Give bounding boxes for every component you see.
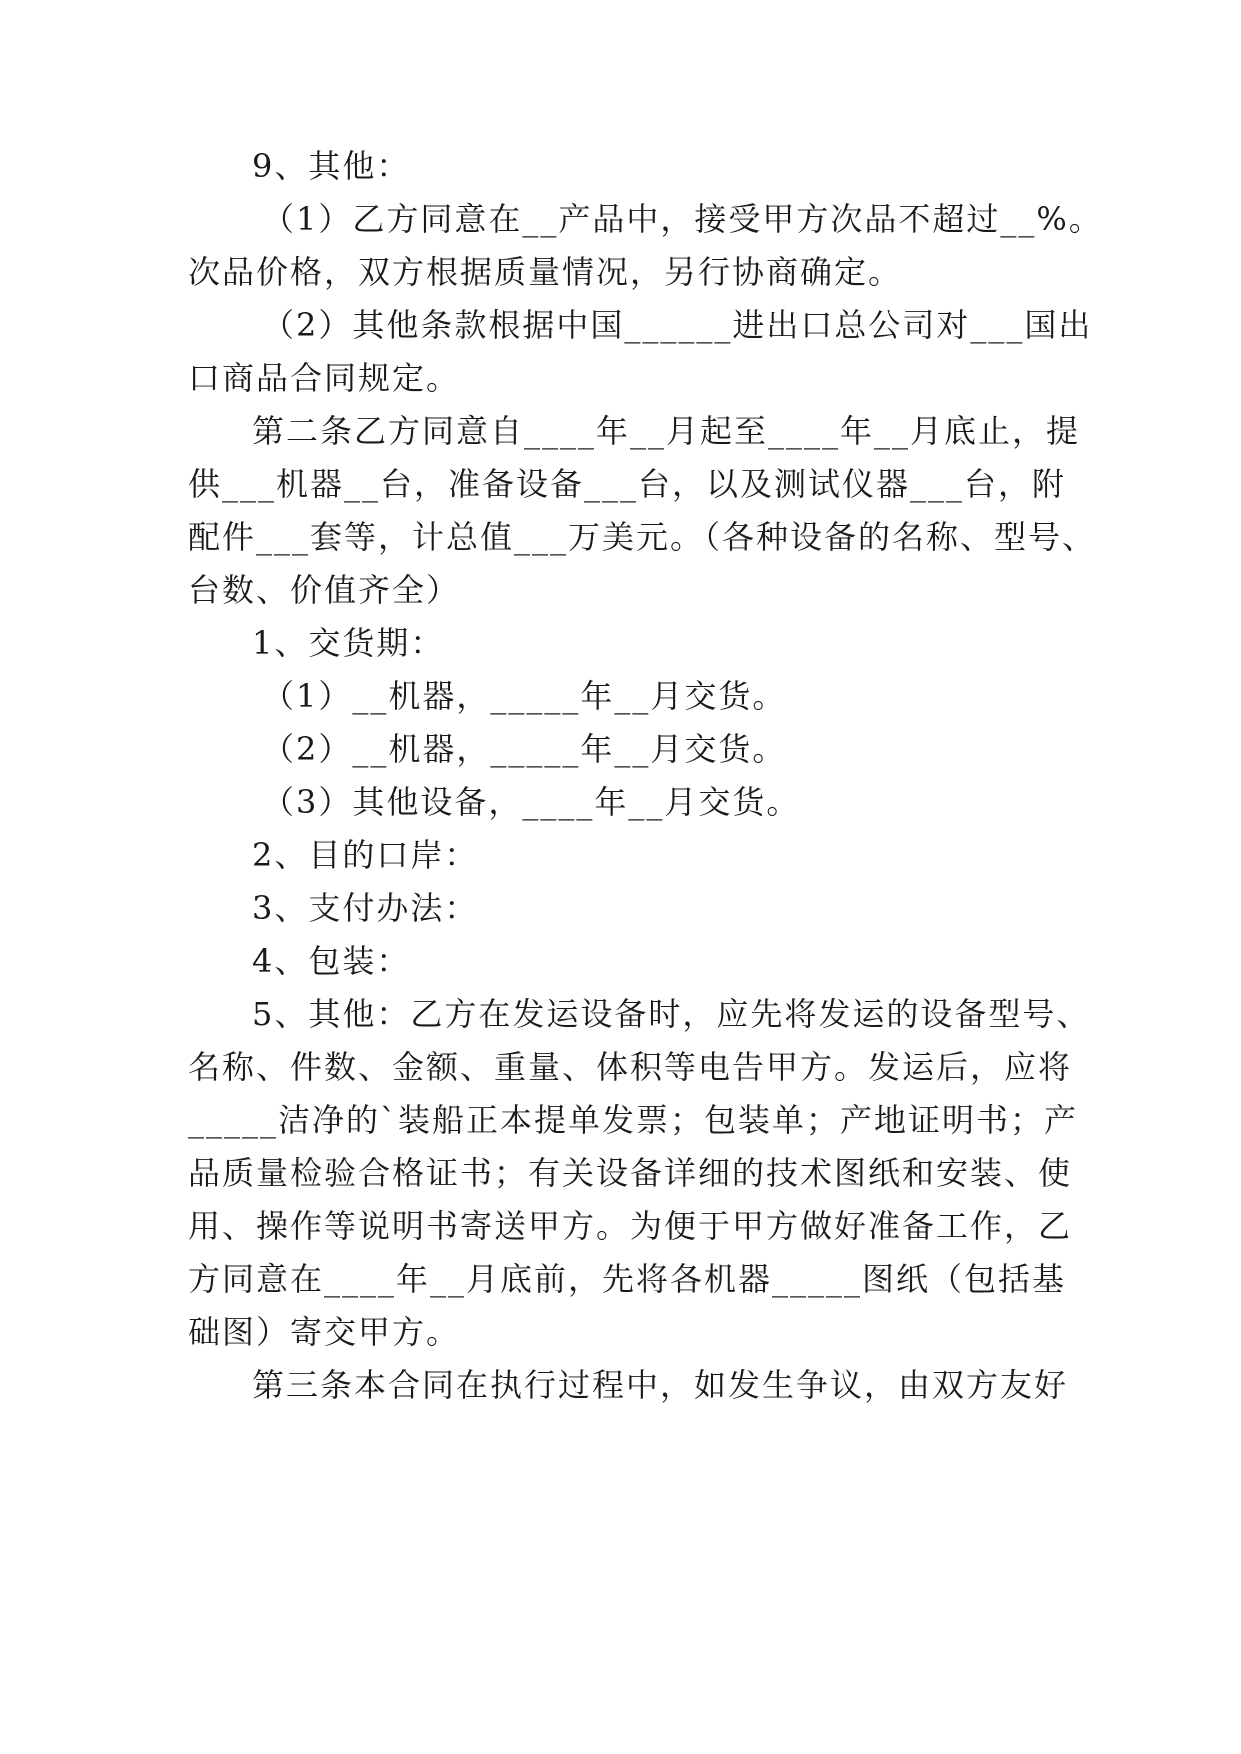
other-clause-cont-2: _____洁净的`装船正本提单发票；包装单；产地证明书；产 (188, 1101, 1079, 1139)
article-2-cont-1: 供___机器__台，准备设备___台，以及测试仪器___台，附 (188, 465, 1067, 503)
section-9-heading: 9、其他： (252, 147, 411, 185)
clause-9-2-cont: 口商品合同规定。 (188, 359, 461, 397)
article-2-cont-3: 台数、价值齐全） (188, 571, 461, 609)
article-3: 第三条本合同在执行过程中，如发生争议，由双方友好 (252, 1366, 1069, 1404)
destination-port: 2、目的口岸： (252, 836, 479, 874)
delivery-item-1: （1）__机器，_____年__月交货。 (262, 677, 787, 715)
clause-9-1-cont: 次品价格，双方根据质量情况，另行协商确定。 (188, 253, 903, 291)
other-clause: 5、其他：乙方在发运设备时，应先将发运的设备型号、 (252, 995, 1091, 1033)
other-clause-cont-4: 用、操作等说明书寄送甲方。为便于甲方做好准备工作，乙 (188, 1207, 1073, 1245)
delivery-item-3: （3）其他设备，____年__月交货。 (262, 783, 801, 821)
other-clause-cont-6: 础图）寄交甲方。 (188, 1313, 461, 1351)
other-clause-cont-3: 品质量检验合格证书；有关设备详细的技术图纸和安装、使 (188, 1154, 1073, 1192)
packaging: 4、包装： (252, 942, 411, 980)
clause-9-2: （2）其他条款根据中国______进出口总公司对___国出 (262, 306, 1093, 344)
article-2: 第二条乙方同意自____年__月起至____年__月底止，提 (252, 412, 1081, 450)
other-clause-cont-1: 名称、件数、金额、重量、体积等电告甲方。发运后，应将 (188, 1048, 1073, 1086)
delivery-heading: 1、交货期： (252, 624, 445, 662)
payment-method: 3、支付办法： (252, 889, 479, 927)
clause-9-1: （1）乙方同意在__产品中，接受甲方次品不超过__%。 (262, 200, 1103, 238)
other-clause-cont-5: 方同意在____年__月底前，先将各机器_____图纸（包括基 (188, 1260, 1067, 1298)
article-2-cont-2: 配件___套等，计总值___万美元。（各种设备的名称、型号、 (188, 518, 1097, 556)
delivery-item-2: （2）__机器，_____年__月交货。 (262, 730, 787, 768)
